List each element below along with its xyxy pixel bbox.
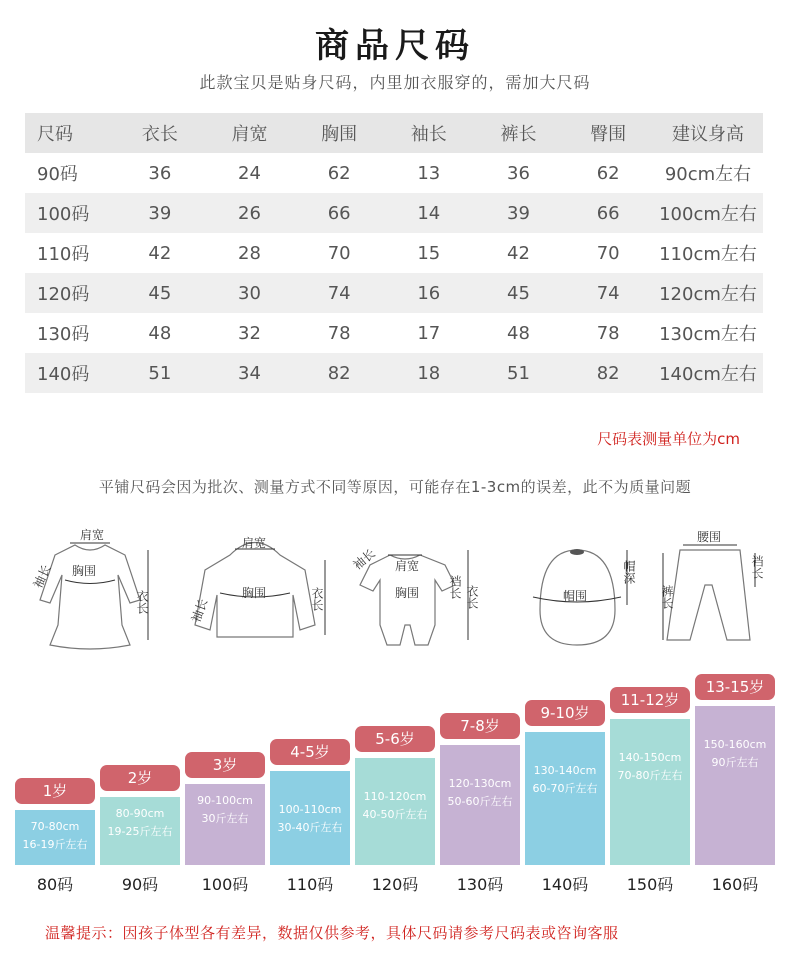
weight-range: 19-25斤左右 xyxy=(107,825,173,838)
hat-circumference-label: 帽围 xyxy=(563,589,588,603)
age-badge: 13-15岁 xyxy=(695,674,775,700)
weight-range: 90斤左右 xyxy=(711,756,759,769)
table-cell: 110cm左右 xyxy=(659,244,757,265)
size-bar xyxy=(100,769,180,894)
size-bar-info xyxy=(525,762,605,798)
size-bar-info xyxy=(15,818,95,854)
size-bar-info xyxy=(355,788,435,824)
weight-range: 30-40斤左右 xyxy=(277,821,343,834)
table-cell: 140码 xyxy=(25,353,115,393)
table-cell: 74 xyxy=(563,273,653,313)
size-bar xyxy=(270,743,350,894)
height-range: 120-130cm xyxy=(448,777,512,790)
size-code-label: 130码 xyxy=(456,875,504,894)
size-code-label: 90码 xyxy=(121,875,159,894)
table-cell: 74 xyxy=(294,273,384,313)
weight-range: 40-50斤左右 xyxy=(362,808,428,821)
table-cell: 48 xyxy=(507,322,530,344)
page-title: 商品尺码 xyxy=(315,26,475,66)
table-cell: 140cm左右 xyxy=(653,353,763,393)
pants-waist-label: 腰围 xyxy=(697,530,722,544)
pants-crotch-label: 裆长 xyxy=(750,555,764,579)
age-badge: 5-6岁 xyxy=(355,726,435,752)
table-cell: 62 xyxy=(327,162,351,184)
size-bar xyxy=(525,704,605,894)
size-code-label: 120码 xyxy=(371,875,419,894)
table-row xyxy=(25,233,763,273)
table-cell: 28 xyxy=(238,242,261,264)
hat-depth-label: 帽深 xyxy=(622,560,636,584)
weight-range: 50-60斤左右 xyxy=(447,795,513,808)
pants-length-label: 裤长 xyxy=(660,585,674,609)
table-cell: 39 xyxy=(474,193,564,233)
size-bar-info xyxy=(100,805,180,841)
size-bar-info xyxy=(440,775,520,811)
table-cell: 17 xyxy=(417,322,441,344)
table-cell: 120码 xyxy=(25,273,115,313)
size-bar-fill xyxy=(525,732,605,865)
table-cell: 130码 xyxy=(37,324,90,345)
age-badge: 2岁 xyxy=(100,765,180,791)
weight-range: 70-80斤左右 xyxy=(617,769,683,782)
size-code-label: 150码 xyxy=(626,875,674,894)
table-cell: 16 xyxy=(384,273,474,313)
age-badge: 11-12岁 xyxy=(610,687,690,713)
hoodie-chest-label: 胸围 xyxy=(242,586,267,600)
table-cell: 24 xyxy=(238,162,261,184)
table-cell: 32 xyxy=(238,322,261,344)
table-cell: 51 xyxy=(115,353,205,393)
romper-chest-label: 胸围 xyxy=(395,586,420,600)
table-cell: 26 xyxy=(205,193,295,233)
table-row xyxy=(25,193,763,233)
table-header: 胸围 xyxy=(294,113,384,153)
height-range: 110-120cm xyxy=(363,790,427,803)
size-staircase-chart xyxy=(15,678,775,895)
table-cell: 14 xyxy=(384,193,474,233)
romper-sleeve-label: 袖长 xyxy=(350,546,378,573)
dress-length-label: 衣长 xyxy=(135,590,149,614)
table-cell: 36 xyxy=(148,162,172,184)
age-badge: 3岁 xyxy=(185,752,265,778)
size-bar xyxy=(355,730,435,894)
table-cell: 30 xyxy=(205,273,295,313)
dress-chest-label: 胸围 xyxy=(72,564,97,578)
table-header: 臀围 xyxy=(563,113,653,153)
table-cell: 42 xyxy=(507,242,530,264)
table-cell: 78 xyxy=(327,322,351,344)
measurement-diagrams xyxy=(30,525,770,655)
height-range: 70-80cm xyxy=(30,820,80,833)
size-bar-info xyxy=(185,792,265,828)
size-code-label: 160码 xyxy=(711,875,759,894)
table-cell: 36 xyxy=(507,162,530,184)
hoodie-shoulder-label: 肩宽 xyxy=(242,536,267,550)
height-range: 140-150cm xyxy=(618,751,682,764)
table-cell: 90cm左右 xyxy=(664,164,752,185)
table-cell: 110码 xyxy=(37,244,90,265)
table-cell: 48 xyxy=(148,322,172,344)
weight-range: 60-70斤左右 xyxy=(532,782,598,795)
size-bar-fill xyxy=(695,706,775,865)
size-bar-info xyxy=(695,736,775,772)
table-cell: 18 xyxy=(384,353,474,393)
hoodie-length-label: 衣长 xyxy=(310,587,324,611)
table-cell: 15 xyxy=(417,242,441,264)
table-cell: 82 xyxy=(294,353,384,393)
size-bar xyxy=(695,678,775,894)
table-cell: 42 xyxy=(148,242,172,264)
size-bar-info xyxy=(610,749,690,785)
dress-shoulder-label: 肩宽 xyxy=(80,528,105,542)
table-cell: 82 xyxy=(563,353,653,393)
size-bar-info xyxy=(270,801,350,837)
size-code-label: 80码 xyxy=(36,875,74,894)
size-code-label: 100码 xyxy=(201,875,249,894)
table-header: 裤长 xyxy=(474,113,564,153)
table-cell: 70 xyxy=(596,242,620,264)
size-table xyxy=(25,113,763,393)
size-code-label: 140码 xyxy=(541,875,589,894)
height-range: 150-160cm xyxy=(703,738,767,751)
size-bar xyxy=(185,756,265,894)
pants-diagram xyxy=(655,525,765,655)
table-cell: 34 xyxy=(205,353,295,393)
table-header: 衣长 xyxy=(115,113,205,153)
table-cell: 130cm左右 xyxy=(659,324,757,345)
size-bar xyxy=(440,717,520,894)
dress-diagram xyxy=(30,525,160,655)
table-row xyxy=(25,313,763,353)
table-row xyxy=(25,273,763,313)
romper-diagram xyxy=(350,525,500,655)
table-row xyxy=(25,353,763,393)
size-code-label: 110码 xyxy=(286,875,334,894)
size-bar-fill xyxy=(610,719,690,865)
warm-tip: 温馨提示：因孩子体型各有差异，数据仅供参考，具体尺码请参考尺码表或咨询客服 xyxy=(45,924,619,942)
table-cell: 51 xyxy=(474,353,564,393)
unit-note: 尺码表测量单位为cm xyxy=(597,430,740,448)
table-cell: 45 xyxy=(474,273,564,313)
height-range: 80-90cm xyxy=(115,807,165,820)
romper-crotch-label: 裆长 xyxy=(448,575,462,599)
weight-range: 16-19斤左右 xyxy=(22,838,88,851)
age-badge: 4-5岁 xyxy=(270,739,350,765)
table-cell: 120cm左右 xyxy=(653,273,763,313)
table-header: 建议身高 xyxy=(653,113,763,153)
table-cell: 78 xyxy=(596,322,620,344)
table-cell: 66 xyxy=(563,193,653,233)
romper-length-label: 衣长 xyxy=(465,585,479,609)
height-range: 100-110cm xyxy=(278,803,342,816)
size-bar xyxy=(610,691,690,894)
table-cell: 39 xyxy=(115,193,205,233)
hat-diagram xyxy=(515,525,645,655)
table-cell: 13 xyxy=(417,162,441,184)
height-range: 130-140cm xyxy=(533,764,597,777)
dress-sleeve-label: 袖长 xyxy=(30,562,54,591)
table-header-row xyxy=(25,113,763,153)
table-cell: 66 xyxy=(294,193,384,233)
table-header: 袖长 xyxy=(384,113,474,153)
hoodie-diagram xyxy=(185,525,335,655)
table-cell: 100码 xyxy=(25,193,115,233)
age-badge: 7-8岁 xyxy=(440,713,520,739)
weight-range: 30斤左右 xyxy=(201,812,249,825)
table-row xyxy=(25,153,763,193)
table-cell: 62 xyxy=(596,162,620,184)
table-cell: 70 xyxy=(327,242,351,264)
size-bar xyxy=(15,782,95,894)
age-badge: 9-10岁 xyxy=(525,700,605,726)
age-badge: 1岁 xyxy=(15,778,95,804)
table-header: 肩宽 xyxy=(205,113,295,153)
page-subtitle: 此款宝贝是贴身尺码，内里加衣服穿的，需加大尺码 xyxy=(199,73,591,92)
table-cell: 90码 xyxy=(37,164,78,185)
table-cell: 100cm左右 xyxy=(653,193,763,233)
romper-shoulder-label: 肩宽 xyxy=(395,559,420,573)
tolerance-note: 平铺尺码会因为批次、测量方式不同等原因，可能存在1-3cm的误差，此不为质量问题 xyxy=(98,478,692,496)
table-cell: 45 xyxy=(115,273,205,313)
table-header: 尺码 xyxy=(25,113,115,153)
hoodie-sleeve-label: 袖长 xyxy=(188,596,211,625)
height-range: 90-100cm xyxy=(197,794,253,807)
